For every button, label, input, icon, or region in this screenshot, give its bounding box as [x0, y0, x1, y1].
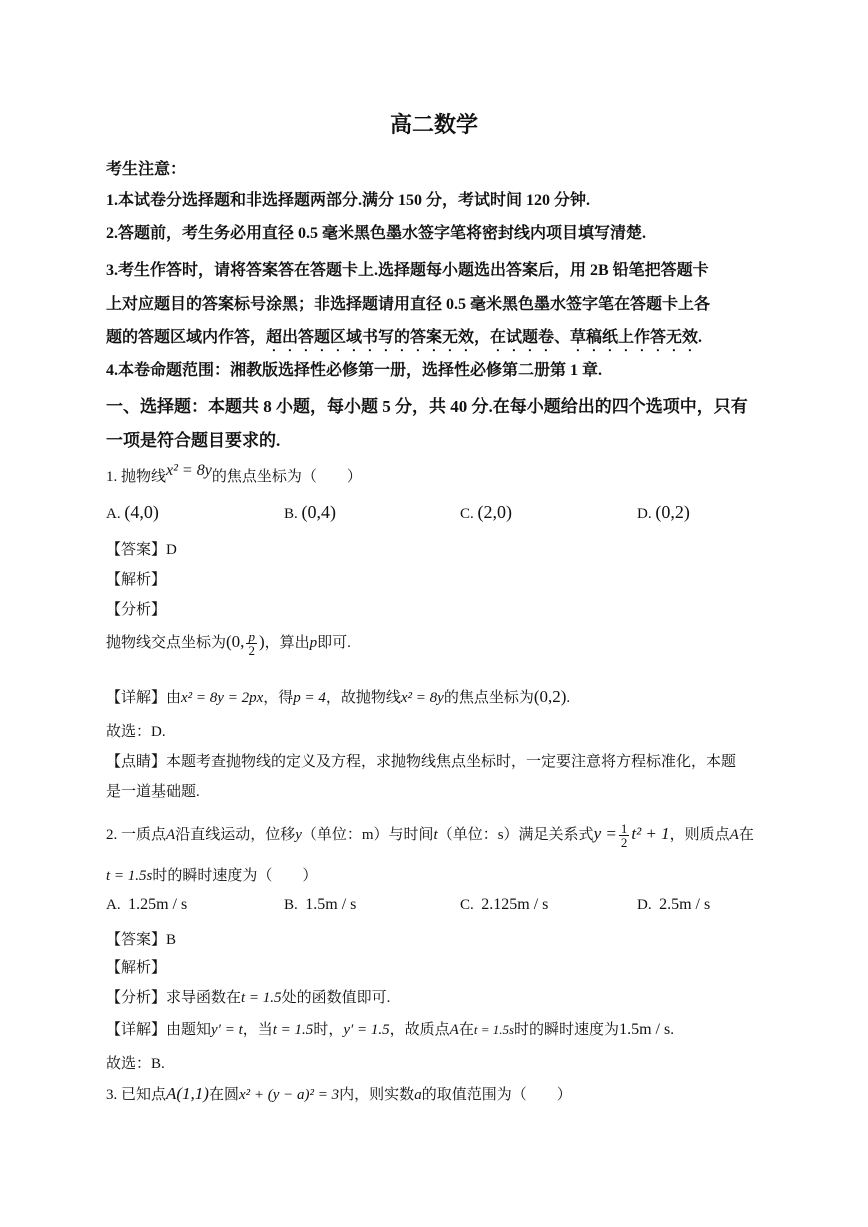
q2-answer: 【答案】B [106, 932, 177, 948]
q3-stem-a: a [414, 1087, 422, 1103]
q2-stem-mid-2: （单位：m）与时间 [301, 826, 434, 843]
page-title: 高二数学 [389, 112, 478, 137]
q2-option-a-value: 1.25m / s [128, 896, 188, 913]
q1-option-d [637, 502, 690, 523]
q1-fenxi-end: 即可. [317, 634, 351, 651]
q2-option-d-value: 2.5m / s [659, 896, 711, 913]
q3-stem-mid: 在圆 [208, 1087, 239, 1103]
q2-option-b [284, 896, 356, 914]
q1-choose: 故选：D. [106, 724, 166, 740]
q2-stem-mid-3: （单位：s）满足关系式 [437, 826, 594, 843]
q2-option-b-value: 1.5m / s [305, 896, 357, 913]
q2-detail-a: A [449, 1022, 459, 1038]
notice-item-2: 2.答题前，考生务必用直径 0.5 毫米黑色墨水签字笔将密封线内项目填写清楚. [106, 225, 647, 242]
q1-detail-mid-2: ，故抛物线 [325, 690, 401, 706]
notice-item-3-line-3 [106, 324, 702, 355]
q1-option-c-value: (2,0) [477, 502, 513, 522]
q2-detail-mid-1: ，当 [242, 1022, 273, 1038]
q1-detail-mid-1: ，得 [263, 690, 294, 706]
q2-stem-line2-post: 时的瞬时速度为（ ） [152, 868, 318, 884]
q2-option-a [106, 896, 187, 914]
q2-stem-fraction [619, 822, 630, 849]
q2-stem-t: t [433, 826, 438, 843]
q1-fenxi-num: p [248, 629, 255, 644]
q2-detail [106, 1018, 674, 1039]
notice-item-1: 1.本试卷分选择题和非选择题两部分.满分 150 分，考试时间 120 分钟. [106, 192, 591, 209]
q2-fenxi [106, 986, 390, 1007]
q2-detail-m5: 1.5m / s [619, 1021, 671, 1038]
q2-stem-a: A [166, 826, 176, 843]
q2-detail-mid-5: 时的瞬时速度为 [514, 1022, 620, 1038]
q1-fenxi-den: 2 [248, 643, 255, 658]
q1-option-a-label: A. [106, 506, 121, 522]
notice-item-3-line-1: 3.考生作答时，请将答案答在答题卡上.选择题每小题选出答案后，用 2B 铅笔把答题卡 [106, 262, 709, 279]
q2-stem-eq-post: t² + 1 [631, 823, 670, 843]
q2-stem-mid-4: ，则质点 [669, 826, 730, 843]
q1-fenxi-pre: 抛物线交点坐标为 [106, 634, 227, 651]
q2-analysis-tag: 【解析】 [106, 960, 167, 976]
q1-option-a-value: (4,0) [124, 502, 159, 522]
q2-stem-eq-pre: y = [593, 823, 617, 843]
q1-option-d-label: D. [637, 506, 652, 522]
q2-fenxi-post: 处的函数值即可. [281, 990, 391, 1006]
q1-fenxi-tag: 【分析】 [106, 602, 167, 618]
question-3-stem [106, 1083, 572, 1104]
q1-option-b-value: (0,4) [301, 502, 337, 522]
q1-detail [106, 686, 570, 707]
q2-stem-y: y [295, 826, 302, 843]
q1-fenxi-text [106, 630, 351, 657]
q1-fenxi-p: p [309, 634, 318, 651]
q2-fenxi-math: t = 1.5 [241, 990, 282, 1006]
q2-detail-m2: t = 1.5 [272, 1022, 314, 1038]
q3-stem-mid-2: 内，则实数 [339, 1087, 415, 1103]
q1-option-c [460, 502, 512, 523]
q2-stem-line2-math: t = 1.5s [106, 868, 153, 884]
q2-fenxi-pre: 【分析】求导函数在 [106, 990, 242, 1006]
question-2-stem-line-1 [106, 822, 754, 849]
q2-detail-end: . [670, 1022, 674, 1038]
notice-item-4: 4.本卷命题范围：湘教版选择性必修第一册，选择性必修第二册第 1 章. [106, 362, 603, 379]
q1-detail-tag: 【详解】由 [106, 690, 182, 706]
q2-option-d [637, 896, 710, 914]
q3-stem-circle: x² + (y − a)² = 3 [239, 1087, 340, 1103]
q2-detail-mid-4: 在 [458, 1022, 474, 1038]
q2-detail-m1: y′ = t [211, 1022, 243, 1038]
q2-stem-frac-num: 1 [620, 821, 628, 836]
notice-item-3-line-2: 上对应题目的答案标号涂黑；非选择题请用直径 0.5 毫米黑色墨水签字笔在答题卡上各 [106, 296, 711, 313]
q1-comment-line-1: 【点睛】本题考查抛物线的定义及方程，求抛物线焦点坐标时，一定要注意将方程标准化，本题 [106, 754, 737, 770]
q2-option-b-label: B. [284, 897, 298, 913]
q2-detail-mid-2: 时， [313, 1022, 344, 1038]
q2-option-c-value: 2.125m / s [481, 896, 549, 913]
q1-answer: 【答案】D [106, 542, 177, 558]
q2-stem-mid-1: 沿直线运动，位移 [175, 826, 296, 843]
notice-item-3-line-3-plain: 题的答题区域内作答， [106, 329, 267, 346]
q2-option-c [460, 896, 548, 914]
q1-option-b [284, 502, 336, 523]
q1-detail-math-1: x² = 8y = 2px [181, 690, 264, 706]
q2-detail-m4: t = 1.5s [473, 1022, 515, 1037]
section-heading-line-2: 一项是符合题目要求的. [106, 431, 281, 450]
q1-fenxi-math-pre: (0, [226, 631, 245, 651]
q1-analysis-tag: 【解析】 [106, 572, 167, 588]
q1-detail-math-2: p = 4 [293, 690, 326, 706]
q1-option-b-label: B. [284, 506, 298, 522]
q1-comment-line-2: 是一道基础题. [106, 784, 200, 800]
section-heading-line-1: 一、选择题：本题共 8 小题，每小题 5 分，共 40 分.在每小题给出的四个选项中，只有 [106, 397, 748, 416]
question-1-stem [106, 462, 362, 486]
q1-option-d-value: (0,2) [655, 502, 690, 522]
notice-heading: 考生注意： [106, 161, 187, 178]
q2-option-c-label: C. [460, 897, 474, 913]
q2-stem-pre: 2. 一质点 [106, 826, 167, 843]
q1-fenxi-fraction [246, 630, 257, 657]
q1-detail-math-3: x² = 8y [400, 690, 444, 706]
q1-option-a [106, 502, 159, 523]
q2-stem-a-2: A [729, 826, 739, 843]
q2-option-d-label: D. [637, 897, 652, 913]
q2-stem-end-1: 在 [738, 826, 754, 843]
q2-detail-pre: 【详解】由题知 [106, 1022, 212, 1038]
q2-detail-m3: y′ = 1.5 [343, 1022, 390, 1038]
q3-stem-point: A(1,1) [166, 1084, 209, 1103]
q2-choose: 故选：B. [106, 1056, 165, 1072]
question-2-stem-line-2 [106, 864, 317, 885]
q1-option-c-label: C. [460, 506, 474, 522]
q1-fenxi-post: ，算出 [264, 634, 310, 651]
q3-stem-pre: 3. 已知点 [106, 1087, 167, 1103]
q1-detail-end: . [566, 690, 571, 706]
notice-item-3-end: . [698, 329, 703, 346]
q3-stem-end: 的取值范围为（ ） [421, 1087, 572, 1103]
q1-stem-math: x² = 8y [166, 462, 212, 479]
q1-detail-math-4: (0,2) [533, 687, 567, 706]
q2-option-a-label: A. [106, 897, 121, 913]
q2-stem-frac-den: 2 [620, 835, 628, 850]
notice-item-3-emphasis: 超出答题区域书写的答案无效，在试题卷、草稿纸上作答无效 [266, 329, 699, 346]
q2-detail-mid-3: ，故质点 [389, 1022, 450, 1038]
q1-detail-mid-3: 的焦点坐标为 [443, 690, 534, 706]
q1-stem-text: 1. 抛物线 [106, 469, 167, 485]
q1-stem-end: 的焦点坐标为（ ） [211, 469, 362, 485]
q1-fenxi-math-post: ) [258, 631, 265, 651]
